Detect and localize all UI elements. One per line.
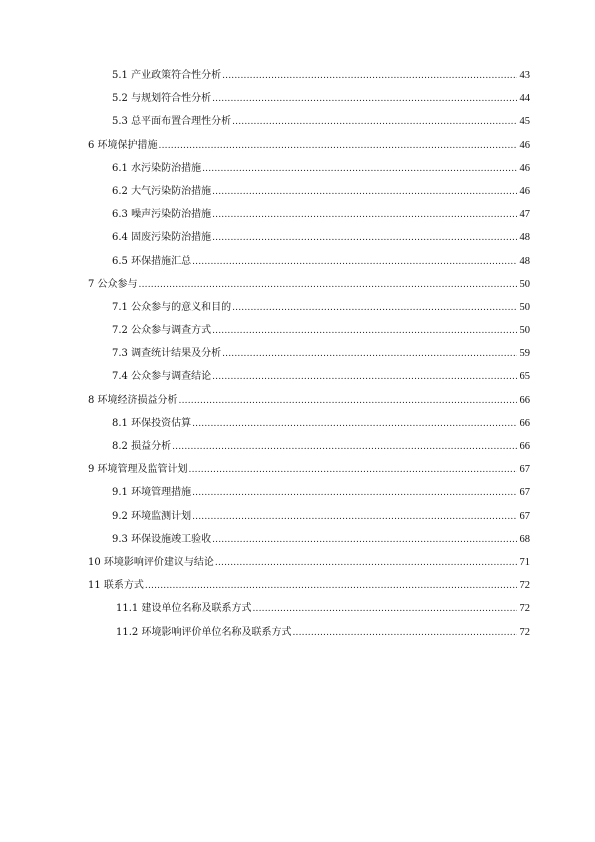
toc-entry-title: 11 联系方式 (88, 580, 144, 592)
toc-entry-page: 50 (519, 301, 530, 313)
toc-entry-title: 9.3 环保设施竣工验收 (112, 533, 212, 545)
toc-entry-page: 47 (519, 209, 530, 221)
toc-entry-10[interactable] (88, 551, 530, 574)
toc-dot-leader (212, 529, 517, 552)
toc-entry-page: 66 (519, 441, 530, 452)
toc-entry-title: 6.1 水污染防治措施 (112, 162, 202, 174)
toc-entry-7-1[interactable] (88, 296, 530, 319)
toc-dot-leader (189, 459, 517, 482)
table-of-contents (88, 64, 530, 644)
toc-entry-9-3[interactable] (88, 528, 530, 551)
toc-entry-page: 67 (519, 510, 530, 522)
toc-entry-9[interactable] (88, 458, 530, 481)
toc-dot-leader (232, 297, 517, 320)
toc-dot-leader (145, 575, 517, 598)
toc-entry-title: 6.4 固废污染防治措施 (112, 232, 212, 244)
toc-entry-page: 44 (519, 93, 530, 105)
toc-entry-title: 10 环境影响评价建议与结论 (88, 556, 214, 568)
toc-entry-title: 9 环境管理及监管计划 (88, 464, 188, 476)
toc-dot-leader (222, 65, 517, 88)
toc-dot-leader (139, 274, 517, 297)
toc-dot-leader (212, 204, 517, 227)
toc-entry-title: 6.5 环保措施汇总 (112, 255, 192, 267)
toc-dot-leader (179, 390, 517, 413)
toc-entry-title: 7.2 公众参与调查方式 (112, 325, 212, 337)
toc-entry-title: 9.2 环境监测计划 (112, 510, 192, 522)
toc-entry-title: 7.3 调查统计结果及分析 (112, 348, 222, 360)
toc-entry-page: 45 (519, 116, 530, 128)
toc-entry-page: 46 (519, 162, 530, 174)
toc-entry-page: 72 (519, 626, 530, 638)
toc-entry-11-1[interactable] (88, 597, 530, 620)
toc-dot-leader (192, 413, 517, 436)
toc-entry-5-2[interactable] (88, 87, 530, 110)
toc-dot-leader (159, 135, 517, 158)
toc-entry-7-2[interactable] (88, 319, 530, 342)
toc-entry-title: 7.1 公众参与的意义和目的 (112, 301, 232, 313)
toc-entry-title: 7 公众参与 (88, 278, 138, 290)
toc-dot-leader (212, 366, 517, 389)
toc-entry-6-5[interactable] (88, 250, 530, 273)
toc-entry-page: 46 (519, 139, 530, 151)
toc-entry-page: 48 (519, 255, 530, 267)
toc-entry-title: 7.4 公众参与调查结论 (112, 371, 212, 383)
toc-entry-6-3[interactable] (88, 203, 530, 226)
toc-entry-page: 67 (519, 487, 530, 499)
toc-entry-page: 66 (519, 417, 530, 429)
toc-entry-7-3[interactable] (88, 342, 530, 365)
toc-entry-8-1[interactable] (88, 412, 530, 435)
toc-entry-title: 11.1 建设单位名称及联系方式 (116, 603, 252, 615)
toc-entry-page: 72 (519, 603, 530, 615)
toc-entry-9-2[interactable] (88, 505, 530, 528)
toc-dot-leader (212, 88, 517, 111)
toc-entry-title: 5.1 产业政策符合性分析 (112, 70, 222, 81)
toc-dot-leader (192, 482, 517, 505)
toc-entry-page: 68 (519, 533, 530, 545)
toc-entry-page: 43 (519, 70, 530, 81)
toc-entry-6[interactable] (88, 134, 530, 157)
toc-dot-leader (172, 436, 517, 459)
toc-entry-8-2[interactable] (88, 435, 530, 458)
toc-entry-6-1[interactable] (88, 157, 530, 180)
toc-entry-page: 71 (519, 556, 530, 568)
toc-entry-title: 6 环境保护措施 (88, 139, 158, 151)
toc-dot-leader (202, 158, 517, 181)
toc-entry-page: 66 (519, 394, 530, 406)
toc-entry-7-4[interactable] (88, 365, 530, 388)
toc-entry-title: 8.1 环保投资估算 (112, 417, 192, 429)
toc-entry-title: 8 环境经济损益分析 (88, 394, 178, 406)
toc-entry-title: 5.2 与规划符合性分析 (112, 93, 212, 105)
toc-entry-page: 67 (519, 464, 530, 476)
toc-entry-title: 9.1 环境管理措施 (112, 487, 192, 499)
toc-dot-leader (212, 320, 517, 343)
toc-entry-page: 46 (519, 185, 530, 197)
toc-entry-5-3[interactable] (88, 110, 530, 133)
toc-entry-5-1[interactable] (88, 64, 530, 87)
toc-entry-title: 11.2 环境影响评价单位名称及联系方式 (116, 626, 292, 638)
toc-entry-6-4[interactable] (88, 226, 530, 249)
toc-entry-page: 65 (519, 371, 530, 383)
toc-dot-leader (252, 598, 517, 621)
toc-dot-leader (292, 622, 517, 645)
toc-dot-leader (215, 552, 517, 575)
toc-entry-11-2[interactable] (88, 621, 530, 644)
toc-dot-leader (192, 251, 517, 274)
toc-entry-page: 48 (519, 232, 530, 244)
toc-entry-title: 6.2 大气污染防治措施 (112, 185, 212, 197)
toc-entry-7[interactable] (88, 273, 530, 296)
toc-entry-page: 59 (519, 348, 530, 360)
toc-dot-leader (212, 227, 517, 250)
toc-dot-leader (232, 111, 517, 134)
toc-dot-leader (192, 506, 517, 529)
toc-dot-leader (222, 343, 517, 366)
toc-entry-title: 5.3 总平面布置合理性分析 (112, 116, 232, 128)
toc-entry-page: 72 (519, 580, 530, 592)
toc-entry-page: 50 (519, 278, 530, 290)
toc-dot-leader (212, 181, 517, 204)
toc-entry-page: 50 (519, 325, 530, 337)
toc-entry-6-2[interactable] (88, 180, 530, 203)
toc-entry-title: 6.3 噪声污染防治措施 (112, 209, 212, 221)
toc-entry-11[interactable] (88, 574, 530, 597)
toc-entry-8[interactable] (88, 389, 530, 412)
toc-entry-9-1[interactable] (88, 481, 530, 504)
toc-entry-title: 8.2 损益分析 (112, 441, 172, 452)
